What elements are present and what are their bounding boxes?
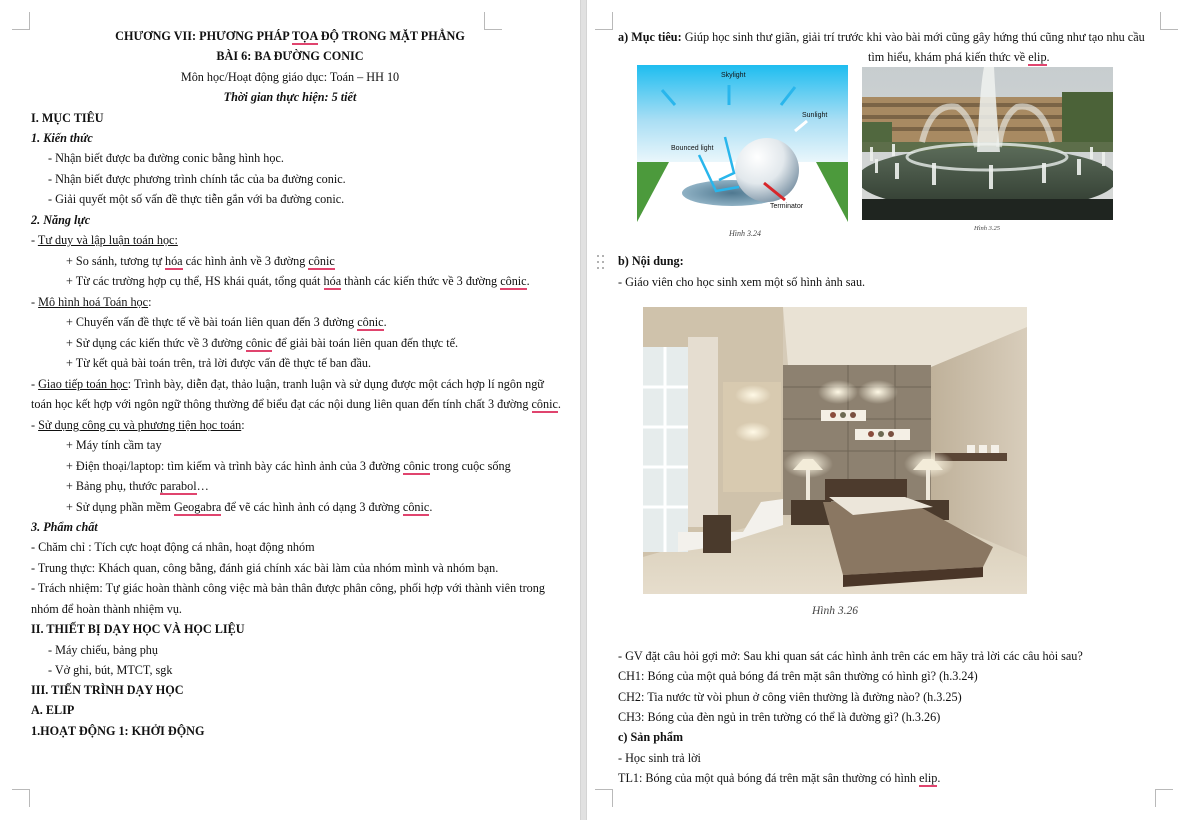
duration-line: Thời gian thực hiện: 5 tiết [223,90,357,104]
spell-flag[interactable]: elip [919,771,938,785]
quality-item: - Trách nhiệm: Tự giác hoàn thành công việc mà bản thân được phân công, phối hợp với thành viên trong [31,581,545,595]
quality-item: - Chăm chỉ : Tích cực hoạt động cá nhân, hoạt động nhóm [31,540,315,554]
activity-heading: 1.HOẠT ĐỘNG 1: KHỞI ĐỘNG [31,724,205,738]
competence-reasoning: - Tư duy và lập luận toán học: [31,233,178,247]
spell-flag[interactable]: cônic [500,274,527,288]
question-item: CH2: Tia nước từ vòi phun ở công viên thường là đường nào? (h.3.25) [618,690,962,704]
subject-line: Môn học/Hoạt động giáo dục: Toán – HH 10 [180,70,400,84]
spell-flag[interactable]: cônic [245,336,273,350]
spell-flag[interactable]: hóa [164,254,183,268]
question-item: CH3: Bóng của đèn ngủ in trên tường có thể là đường gì? (h.3.26) [618,710,941,724]
figure-shadow-sphere[interactable] [637,65,848,222]
figure-bedroom[interactable] [643,307,1027,594]
subheading-qualities: 3. Phẩm chất [31,520,98,534]
sphere-illustration [637,65,848,222]
modeling-label: Mô hình hoá Toán học [38,295,149,309]
spell-flag[interactable]: cônic [357,315,384,329]
fountain-photo [862,67,1113,220]
page-separator [580,0,587,820]
tools-item: + Bảng phụ, thước parabol… [66,479,209,493]
figure-caption: Hình 3.26 [812,605,858,617]
spell-flag[interactable]: cônic [403,459,430,473]
answer-item: TL1: Bóng của một quả bóng đá trên mặt sân thường có hình elip. [618,771,941,785]
modeling-item: + Sử dụng các kiến thức về 3 đường cônic để giải bài toán liên quan đến thực tế. [66,336,459,350]
tools-label: Sử dụng công cụ và phương tiện học toán [38,418,242,432]
chapter-title-post: ĐỘ TRONG MẶT PHẲNG [317,29,465,43]
goal-line: a) Mục tiêu: Giúp học sinh thư giãn, giải trí trước khi vào bài mới cũng gây hứng thú cũng như tạo nhu cầu [618,30,1145,44]
product-heading: c) Sản phẩm [618,730,684,744]
chapter-title-pre: CHƯƠNG VII: PHƯƠNG PHÁP [115,29,292,43]
spell-flag[interactable]: TỌA [291,29,318,43]
figure-caption: Hình 3.25 [974,225,1000,232]
quality-item: nhóm để hoàn thành nhiệm vụ. [31,602,182,616]
competence-communication: - Giao tiếp toán học: Trình bày, diễn đạt, thảo luận, tranh luận và sử dụng được một cách hợp lí ngôn ngữ [31,377,544,391]
goal-label: a) Mục tiêu: [618,30,682,44]
crop-mark-bottom-right [1155,789,1173,807]
figure-fountain[interactable] [862,67,1113,220]
svg-text:Bounced light: Bounced light [671,145,714,152]
reasoning-label: Tư duy và lập luận toán học: [37,233,178,247]
crop-mark-bottom-left [595,789,613,807]
section-heading-equipment: II. THIẾT BỊ DẠY HỌC VÀ HỌC LIỆU [31,622,245,636]
section-heading-process: III. TIẾN TRÌNH DẠY HỌC [31,683,184,697]
subheading-knowledge: 1. Kiến thức [31,131,93,145]
knowledge-item: - Nhận biết được ba đường conic bằng hình học. [48,151,284,165]
equipment-item: - Máy chiếu, bảng phụ [48,643,158,657]
tools-item: + Điện thoại/laptop: tìm kiếm và trình bày các hình ảnh của 3 đường cônic trong cuộc sống [66,459,511,473]
document-page-left[interactable] [0,0,570,820]
modeling-item: + Từ kết quả bài toán trên, trả lời được vấn đề thực tế ban đầu. [66,356,372,370]
spell-flag[interactable]: cônic [531,397,558,411]
section-heading-objectives: I. MỤC TIÊU [31,111,104,125]
communication-label: Giao tiếp toán học [38,377,128,391]
reasoning-item: + Từ các trường hợp cụ thể, HS khái quát, tổng quát hóa thành các kiến thức về 3 đường cônic. [66,274,530,288]
reasoning-item: + So sánh, tương tự hóa các hình ảnh về 3 đường cônic [66,254,335,268]
spell-flag[interactable]: parabol [160,479,197,493]
competence-tools: - Sử dụng công cụ và phương tiện học toán: [31,418,245,432]
svg-text:Terminator: Terminator [770,203,804,210]
lesson-title: BÀI 6: BA ĐƯỜNG CONIC [216,49,364,63]
product-text: - Học sinh trả lời [618,751,701,765]
spell-flag[interactable]: cônic [308,254,335,268]
part-heading-elip: A. ELIP [31,703,75,717]
spell-flag[interactable]: Geogabra [173,500,222,514]
tools-item: + Sử dụng phần mềm Geogabra để vẽ các hình ảnh có dạng 3 đường cônic. [66,500,433,514]
chapter-title [0,26,570,46]
spell-flag[interactable]: elip [1028,50,1047,64]
communication-continued: toán học kết hợp với ngôn ngữ thông thường để biểu đạt các nội dung liên quan đến tính chất 3 đường cônic. [31,397,561,411]
svg-text:Sunlight: Sunlight [802,112,828,119]
modeling-item: + Chuyển vấn đề thực tế về bài toán liên quan đến 3 đường cônic. [66,315,387,329]
paragraph-drag-handle-icon[interactable] [597,255,607,273]
subheading-competence: 2. Năng lực [31,213,91,227]
crop-mark-top-right [1160,12,1178,30]
figure-caption: Hình 3.24 [729,229,761,238]
equipment-item: - Vở ghi, bút, MTCT, sgk [48,663,173,677]
spell-flag[interactable]: cônic [402,500,430,514]
competence-modeling: - Mô hình hoá Toán học: [31,295,152,309]
spell-flag[interactable]: hóa [323,274,342,288]
knowledge-item: - Nhận biết được phương trình chính tắc của ba đường conic. [48,172,346,186]
crop-mark-bottom-left [12,789,30,807]
tools-item: + Máy tính cầm tay [66,438,162,452]
bedroom-photo [643,307,1027,594]
svg-text:Skylight: Skylight [721,72,746,79]
teacher-prompt: - GV đặt câu hỏi gợi mở: Sau khi quan sát các hình ảnh trên các em hãy trả lời các câu hỏi sau? [618,649,1083,663]
crop-mark-top-left [595,12,613,30]
knowledge-item: - Giải quyết một số vấn đề thực tiễn gắn với ba đường conic. [48,192,345,206]
document-page-right[interactable] [595,0,1178,820]
content-text: - Giáo viên cho học sinh xem một số hình ảnh sau. [618,275,866,289]
quality-item: - Trung thực: Khách quan, công bằng, đánh giá chính xác bài làm của nhóm mình và nhóm bạn. [31,561,499,575]
question-item: CH1: Bóng của một quả bóng đá trên mặt sân thường có hình gì? (h.3.24) [618,669,978,683]
goal-line-2: tìm hiểu, khám phá kiến thức về elip. [868,50,1050,64]
content-heading: b) Nội dung: [618,254,684,268]
